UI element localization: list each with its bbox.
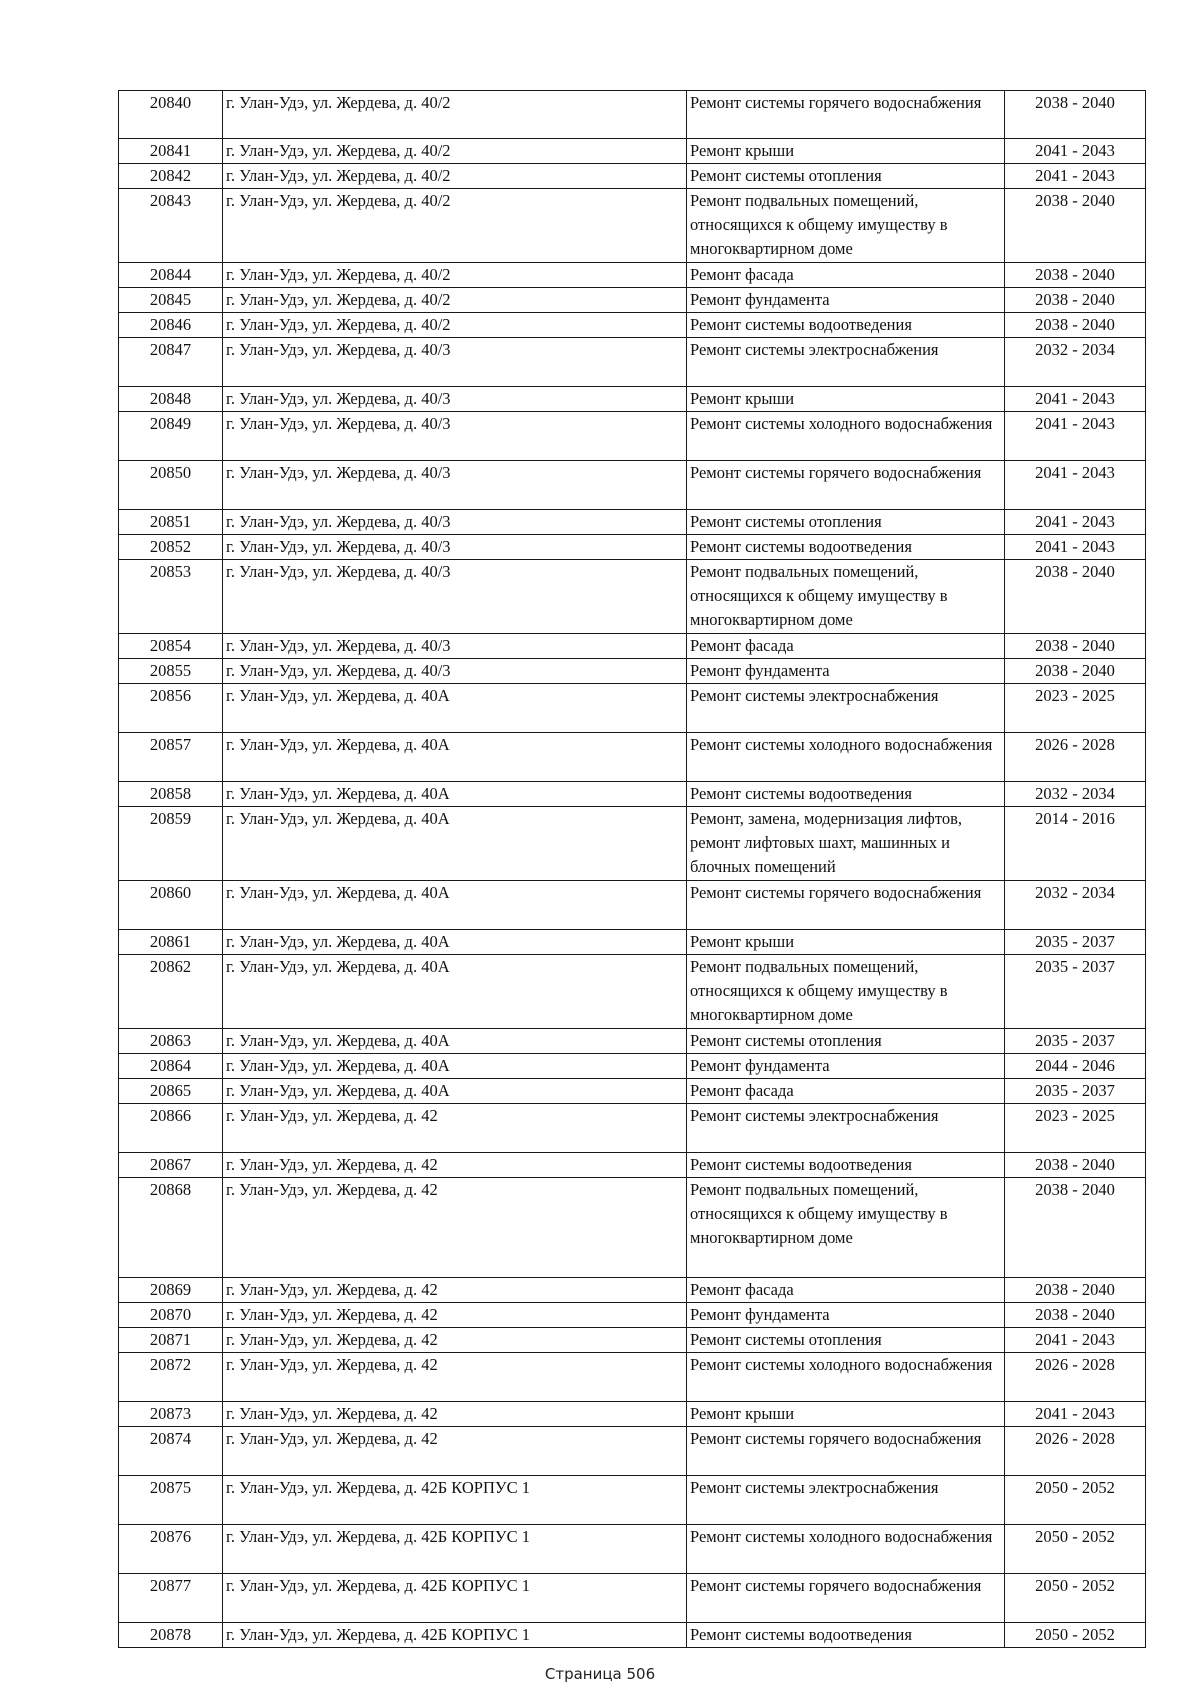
work-type-cell: Ремонт системы электроснабжения <box>687 1104 1005 1153</box>
work-type-cell: Ремонт подвальных помещений, относящихся к общему имуществу в многоквартирном доме <box>687 189 1005 263</box>
table-row <box>119 139 1146 164</box>
table-row <box>119 313 1146 338</box>
table-row <box>119 881 1146 930</box>
table-row <box>119 1278 1146 1303</box>
table-body <box>119 91 1146 1648</box>
table-row <box>119 288 1146 313</box>
table-row <box>119 535 1146 560</box>
work-type-cell: Ремонт системы электроснабжения <box>687 1476 1005 1525</box>
period-cell: 2041 - 2043 <box>1005 412 1146 461</box>
table-row <box>119 263 1146 288</box>
table-row <box>119 930 1146 955</box>
work-type-cell: Ремонт крыши <box>687 1402 1005 1427</box>
period-cell: 2035 - 2037 <box>1005 1029 1146 1054</box>
table-row <box>119 1104 1146 1153</box>
row-number-cell: 20856 <box>119 684 223 733</box>
table-row <box>119 1079 1146 1104</box>
period-cell: 2026 - 2028 <box>1005 1353 1146 1402</box>
work-type-cell: Ремонт системы водоотведения <box>687 1153 1005 1178</box>
period-cell: 2014 - 2016 <box>1005 807 1146 881</box>
table-row <box>119 1525 1146 1574</box>
table-row <box>119 510 1146 535</box>
address-cell: г. Улан-Удэ, ул. Жердева, д. 40/2 <box>223 189 687 263</box>
period-cell: 2026 - 2028 <box>1005 1427 1146 1476</box>
work-type-cell: Ремонт системы отопления <box>687 1328 1005 1353</box>
work-type-cell: Ремонт системы холодного водоснабжения <box>687 733 1005 782</box>
address-cell: г. Улан-Удэ, ул. Жердева, д. 40А <box>223 955 687 1029</box>
address-cell: г. Улан-Удэ, ул. Жердева, д. 40/3 <box>223 461 687 510</box>
period-cell: 2038 - 2040 <box>1005 263 1146 288</box>
work-type-cell: Ремонт системы отопления <box>687 164 1005 189</box>
row-number-cell: 20849 <box>119 412 223 461</box>
row-number-cell: 20840 <box>119 91 223 139</box>
address-cell: г. Улан-Удэ, ул. Жердева, д. 40А <box>223 1079 687 1104</box>
address-cell: г. Улан-Удэ, ул. Жердева, д. 40/3 <box>223 634 687 659</box>
work-type-cell: Ремонт, замена, модернизация лифтов, ремонт лифтовых шахт, машинных и блочных помещений <box>687 807 1005 881</box>
table-row <box>119 387 1146 412</box>
table-row <box>119 1427 1146 1476</box>
address-cell: г. Улан-Удэ, ул. Жердева, д. 42Б КОРПУС 1 <box>223 1525 687 1574</box>
period-cell: 2038 - 2040 <box>1005 288 1146 313</box>
work-type-cell: Ремонт системы водоотведения <box>687 535 1005 560</box>
period-cell: 2035 - 2037 <box>1005 955 1146 1029</box>
table-row <box>119 189 1146 263</box>
row-number-cell: 20870 <box>119 1303 223 1328</box>
address-cell: г. Улан-Удэ, ул. Жердева, д. 40/2 <box>223 263 687 288</box>
address-cell: г. Улан-Удэ, ул. Жердева, д. 40А <box>223 1054 687 1079</box>
page-number: Страница 506 <box>544 1665 656 1683</box>
table-row <box>119 733 1146 782</box>
work-type-cell: Ремонт системы водоотведения <box>687 1623 1005 1648</box>
work-type-cell: Ремонт системы водоотведения <box>687 313 1005 338</box>
work-type-cell: Ремонт фундамента <box>687 659 1005 684</box>
row-number-cell: 20854 <box>119 634 223 659</box>
row-number-cell: 20861 <box>119 930 223 955</box>
address-cell: г. Улан-Удэ, ул. Жердева, д. 42 <box>223 1104 687 1153</box>
period-cell: 2050 - 2052 <box>1005 1623 1146 1648</box>
work-type-cell: Ремонт системы горячего водоснабжения <box>687 91 1005 139</box>
work-type-cell: Ремонт подвальных помещений, относящихся к общему имуществу в многоквартирном доме <box>687 1178 1005 1278</box>
period-cell: 2032 - 2034 <box>1005 782 1146 807</box>
table-row <box>119 1623 1146 1648</box>
row-number-cell: 20872 <box>119 1353 223 1402</box>
row-number-cell: 20876 <box>119 1525 223 1574</box>
period-cell: 2050 - 2052 <box>1005 1476 1146 1525</box>
work-type-cell: Ремонт системы холодного водоснабжения <box>687 1525 1005 1574</box>
address-cell: г. Улан-Удэ, ул. Жердева, д. 40А <box>223 930 687 955</box>
row-number-cell: 20850 <box>119 461 223 510</box>
work-type-cell: Ремонт подвальных помещений, относящихся к общему имуществу в многоквартирном доме <box>687 955 1005 1029</box>
period-cell: 2035 - 2037 <box>1005 1079 1146 1104</box>
period-cell: 2032 - 2034 <box>1005 881 1146 930</box>
row-number-cell: 20841 <box>119 139 223 164</box>
row-number-cell: 20846 <box>119 313 223 338</box>
work-type-cell: Ремонт системы отопления <box>687 510 1005 535</box>
table-row <box>119 1178 1146 1278</box>
row-number-cell: 20867 <box>119 1153 223 1178</box>
row-number-cell: 20859 <box>119 807 223 881</box>
row-number-cell: 20851 <box>119 510 223 535</box>
row-number-cell: 20845 <box>119 288 223 313</box>
row-number-cell: 20853 <box>119 560 223 634</box>
address-cell: г. Улан-Удэ, ул. Жердева, д. 40/2 <box>223 313 687 338</box>
work-type-cell: Ремонт фундамента <box>687 1303 1005 1328</box>
address-cell: г. Улан-Удэ, ул. Жердева, д. 42 <box>223 1427 687 1476</box>
period-cell: 2041 - 2043 <box>1005 164 1146 189</box>
address-cell: г. Улан-Удэ, ул. Жердева, д. 40/3 <box>223 510 687 535</box>
table-row <box>119 684 1146 733</box>
address-cell: г. Улан-Удэ, ул. Жердева, д. 40А <box>223 807 687 881</box>
row-number-cell: 20866 <box>119 1104 223 1153</box>
period-cell: 2038 - 2040 <box>1005 1178 1146 1278</box>
address-cell: г. Улан-Удэ, ул. Жердева, д. 40/2 <box>223 164 687 189</box>
work-type-cell: Ремонт системы холодного водоснабжения <box>687 412 1005 461</box>
work-type-cell: Ремонт системы горячего водоснабжения <box>687 1427 1005 1476</box>
row-number-cell: 20843 <box>119 189 223 263</box>
row-number-cell: 20874 <box>119 1427 223 1476</box>
address-cell: г. Улан-Удэ, ул. Жердева, д. 40/3 <box>223 338 687 387</box>
row-number-cell: 20871 <box>119 1328 223 1353</box>
table-row <box>119 782 1146 807</box>
period-cell: 2044 - 2046 <box>1005 1054 1146 1079</box>
row-number-cell: 20857 <box>119 733 223 782</box>
row-number-cell: 20875 <box>119 1476 223 1525</box>
table-row <box>119 164 1146 189</box>
table-row <box>119 807 1146 881</box>
period-cell: 2041 - 2043 <box>1005 535 1146 560</box>
table-row <box>119 1574 1146 1623</box>
work-type-cell: Ремонт системы холодного водоснабжения <box>687 1353 1005 1402</box>
row-number-cell: 20842 <box>119 164 223 189</box>
address-cell: г. Улан-Удэ, ул. Жердева, д. 40А <box>223 733 687 782</box>
table-row <box>119 1029 1146 1054</box>
period-cell: 2041 - 2043 <box>1005 387 1146 412</box>
row-number-cell: 20844 <box>119 263 223 288</box>
work-type-cell: Ремонт фасада <box>687 1278 1005 1303</box>
period-cell: 2038 - 2040 <box>1005 313 1146 338</box>
row-number-cell: 20855 <box>119 659 223 684</box>
period-cell: 2023 - 2025 <box>1005 684 1146 733</box>
address-cell: г. Улан-Удэ, ул. Жердева, д. 40А <box>223 1029 687 1054</box>
period-cell: 2041 - 2043 <box>1005 461 1146 510</box>
period-cell: 2032 - 2034 <box>1005 338 1146 387</box>
period-cell: 2035 - 2037 <box>1005 930 1146 955</box>
work-type-cell: Ремонт системы горячего водоснабжения <box>687 1574 1005 1623</box>
row-number-cell: 20848 <box>119 387 223 412</box>
row-number-cell: 20847 <box>119 338 223 387</box>
work-type-cell: Ремонт системы горячего водоснабжения <box>687 461 1005 510</box>
row-number-cell: 20865 <box>119 1079 223 1104</box>
address-cell: г. Улан-Удэ, ул. Жердева, д. 40А <box>223 881 687 930</box>
work-type-cell: Ремонт системы водоотведения <box>687 782 1005 807</box>
work-type-cell: Ремонт фундамента <box>687 1054 1005 1079</box>
work-type-cell: Ремонт фасада <box>687 1079 1005 1104</box>
address-cell: г. Улан-Удэ, ул. Жердева, д. 42 <box>223 1303 687 1328</box>
repair-schedule-table <box>118 90 1146 1648</box>
period-cell: 2026 - 2028 <box>1005 733 1146 782</box>
period-cell: 2023 - 2025 <box>1005 1104 1146 1153</box>
row-number-cell: 20878 <box>119 1623 223 1648</box>
work-type-cell: Ремонт крыши <box>687 387 1005 412</box>
address-cell: г. Улан-Удэ, ул. Жердева, д. 40/3 <box>223 387 687 412</box>
address-cell: г. Улан-Удэ, ул. Жердева, д. 40А <box>223 782 687 807</box>
period-cell: 2041 - 2043 <box>1005 510 1146 535</box>
table-row <box>119 412 1146 461</box>
period-cell: 2038 - 2040 <box>1005 634 1146 659</box>
row-number-cell: 20877 <box>119 1574 223 1623</box>
address-cell: г. Улан-Удэ, ул. Жердева, д. 42 <box>223 1328 687 1353</box>
work-type-cell: Ремонт системы электроснабжения <box>687 338 1005 387</box>
row-number-cell: 20862 <box>119 955 223 1029</box>
address-cell: г. Улан-Удэ, ул. Жердева, д. 42Б КОРПУС 1 <box>223 1623 687 1648</box>
period-cell: 2038 - 2040 <box>1005 1278 1146 1303</box>
address-cell: г. Улан-Удэ, ул. Жердева, д. 40/2 <box>223 288 687 313</box>
address-cell: г. Улан-Удэ, ул. Жердева, д. 40А <box>223 684 687 733</box>
work-type-cell: Ремонт крыши <box>687 930 1005 955</box>
table-row <box>119 955 1146 1029</box>
table-row <box>119 560 1146 634</box>
period-cell: 2038 - 2040 <box>1005 189 1146 263</box>
table-row <box>119 91 1146 139</box>
period-cell: 2038 - 2040 <box>1005 560 1146 634</box>
address-cell: г. Улан-Удэ, ул. Жердева, д. 42 <box>223 1278 687 1303</box>
work-type-cell: Ремонт системы электроснабжения <box>687 684 1005 733</box>
address-cell: г. Улан-Удэ, ул. Жердева, д. 42 <box>223 1402 687 1427</box>
period-cell: 2038 - 2040 <box>1005 659 1146 684</box>
table-row <box>119 1402 1146 1427</box>
work-type-cell: Ремонт подвальных помещений, относящихся к общему имуществу в многоквартирном доме <box>687 560 1005 634</box>
address-cell: г. Улан-Удэ, ул. Жердева, д. 40/2 <box>223 139 687 164</box>
address-cell: г. Улан-Удэ, ул. Жердева, д. 40/3 <box>223 412 687 461</box>
period-cell: 2038 - 2040 <box>1005 91 1146 139</box>
row-number-cell: 20858 <box>119 782 223 807</box>
table-row <box>119 1328 1146 1353</box>
period-cell: 2041 - 2043 <box>1005 139 1146 164</box>
period-cell: 2041 - 2043 <box>1005 1402 1146 1427</box>
row-number-cell: 20873 <box>119 1402 223 1427</box>
address-cell: г. Улан-Удэ, ул. Жердева, д. 40/3 <box>223 659 687 684</box>
work-type-cell: Ремонт фундамента <box>687 288 1005 313</box>
table-row <box>119 1476 1146 1525</box>
table-row <box>119 659 1146 684</box>
row-number-cell: 20863 <box>119 1029 223 1054</box>
address-cell: г. Улан-Удэ, ул. Жердева, д. 42 <box>223 1353 687 1402</box>
row-number-cell: 20860 <box>119 881 223 930</box>
work-type-cell: Ремонт фасада <box>687 263 1005 288</box>
table-row <box>119 1353 1146 1402</box>
work-type-cell: Ремонт крыши <box>687 139 1005 164</box>
address-cell: г. Улан-Удэ, ул. Жердева, д. 40/2 <box>223 91 687 139</box>
table-row <box>119 1303 1146 1328</box>
table-row <box>119 1054 1146 1079</box>
period-cell: 2050 - 2052 <box>1005 1525 1146 1574</box>
row-number-cell: 20864 <box>119 1054 223 1079</box>
period-cell: 2038 - 2040 <box>1005 1303 1146 1328</box>
period-cell: 2041 - 2043 <box>1005 1328 1146 1353</box>
work-type-cell: Ремонт системы отопления <box>687 1029 1005 1054</box>
period-cell: 2050 - 2052 <box>1005 1574 1146 1623</box>
row-number-cell: 20869 <box>119 1278 223 1303</box>
table-row <box>119 461 1146 510</box>
row-number-cell: 20852 <box>119 535 223 560</box>
address-cell: г. Улан-Удэ, ул. Жердева, д. 40/3 <box>223 535 687 560</box>
address-cell: г. Улан-Удэ, ул. Жердева, д. 42 <box>223 1178 687 1278</box>
work-type-cell: Ремонт фасада <box>687 634 1005 659</box>
address-cell: г. Улан-Удэ, ул. Жердева, д. 42 <box>223 1153 687 1178</box>
address-cell: г. Улан-Удэ, ул. Жердева, д. 42Б КОРПУС 1 <box>223 1574 687 1623</box>
work-type-cell: Ремонт системы горячего водоснабжения <box>687 881 1005 930</box>
table-row <box>119 1153 1146 1178</box>
address-cell: г. Улан-Удэ, ул. Жердева, д. 42Б КОРПУС 1 <box>223 1476 687 1525</box>
table-row <box>119 338 1146 387</box>
period-cell: 2038 - 2040 <box>1005 1153 1146 1178</box>
row-number-cell: 20868 <box>119 1178 223 1278</box>
address-cell: г. Улан-Удэ, ул. Жердева, д. 40/3 <box>223 560 687 634</box>
table-row <box>119 634 1146 659</box>
